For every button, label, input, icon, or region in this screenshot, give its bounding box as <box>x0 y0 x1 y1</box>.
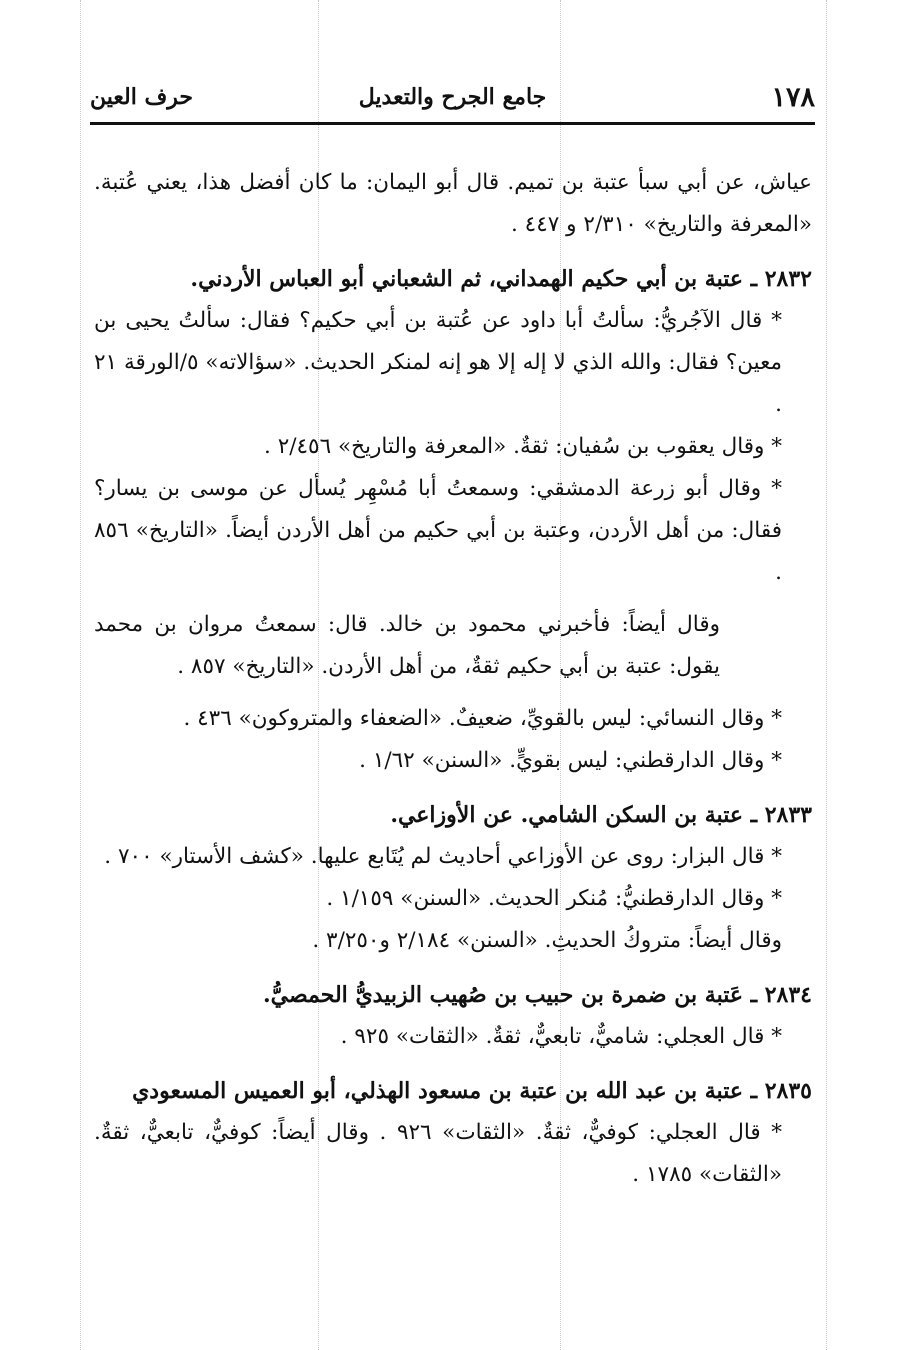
paragraph: * وقال أبو زرعة الدمشقي: وسمعتُ أبا مُسْهِر يُسأل عن موسى بن يسار؟ فقال: من أهل الأردن، وعتبة بن أبي حكيم من أهل الأردن أيضاً. «التاريخ» ٨٥٦ . <box>94 476 782 585</box>
paragraph: عياش، عن أبي سبأ عتبة بن تميم. قال أبو اليمان: ما كان أفضل هذا، يعني عُتبة. «المعرفة والتاريخ» ٢/٣١٠ و ٤٤٧ . <box>94 170 812 237</box>
entry-title: ٢٨٣٢ ـ عتبة بن أبي حكيم الهمداني، ثم الشعباني أبو العباس الأردني. <box>190 266 812 292</box>
paragraph: * قال البزار: روى عن الأوزاعي أحاديث لم يُتَابع عليها. «كشف الأستار» ٧٠٠ . <box>104 844 782 869</box>
paragraph: * قال العجلي: شاميٌّ، تابعيٌّ، ثقةٌ. «الثقات» ٩٢٥ . <box>340 1024 782 1049</box>
paragraph: وقال أيضاً: متروكُ الحديثِ. «السنن» ٢/١٨٤ و٣/٢٥٠ . <box>312 928 782 953</box>
paragraph: * وقال الدارقطنيُّ: مُنكر الحديث. «السنن» ١/١٥٩ . <box>326 886 782 911</box>
page-header <box>90 78 815 118</box>
scan-guide-line <box>80 0 81 1350</box>
header-rule <box>90 122 815 125</box>
paragraph: وقال أيضاً: فأخبرني محمود بن خالد. قال: سمعتُ مروان بن محمد يقول: عتبة بن أبي حكيم ثقةٌ، من أهل الأردن. «التاريخ» ٨٥٧ . <box>94 612 720 679</box>
paragraph: * وقال الدارقطني: ليس بقويٍّ. «السنن» ١/٦٢ . <box>359 748 782 773</box>
entry-title: ٢٨٣٤ ـ عَتبة بن ضمرة بن حبيب بن صُهيب الزبيديُّ الحمصيُّ. <box>262 982 812 1008</box>
book-title: جامع الجرح والتعديل <box>358 84 547 110</box>
page-body <box>94 162 812 1196</box>
page-number: ١٧٨ <box>771 82 815 113</box>
entry-title: ٢٨٣٣ ـ عتبة بن السكن الشامي. عن الأوزاعي. <box>390 802 812 828</box>
paragraph: * قال الآجُريُّ: سألتُ أبا داود عن عُتبة بن أبي حكيم؟ فقال: سألتُ يحيى بن معين؟ فقال: والله الذي لا إله إلا هو إنه لمنكر الحديث. «سؤالاته» ٥/الورقة ٢١ . <box>94 308 782 417</box>
section-title: حرف العين <box>90 84 194 110</box>
scan-guide-line <box>826 0 827 1350</box>
paragraph: * قال العجلي: كوفيٌّ، ثقةٌ. «الثقات» ٩٢٦ . وقال أيضاً: كوفيٌّ، تابعيٌّ، ثقةٌ. «الثقات» ١٧٨٥ . <box>94 1120 782 1187</box>
entry-title: ٢٨٣٥ ـ عتبة بن عبد الله بن عتبة بن مسعود الهذلي، أبو العميس المسعودي <box>132 1078 812 1104</box>
paragraph: * وقال النسائي: ليس بالقويِّ، ضعيفٌ. «الضعفاء والمتروكون» ٤٣٦ . <box>183 706 782 731</box>
paragraph: * وقال يعقوب بن سُفيان: ثقةٌ. «المعرفة والتاريخ» ٢/٤٥٦ . <box>264 434 782 459</box>
